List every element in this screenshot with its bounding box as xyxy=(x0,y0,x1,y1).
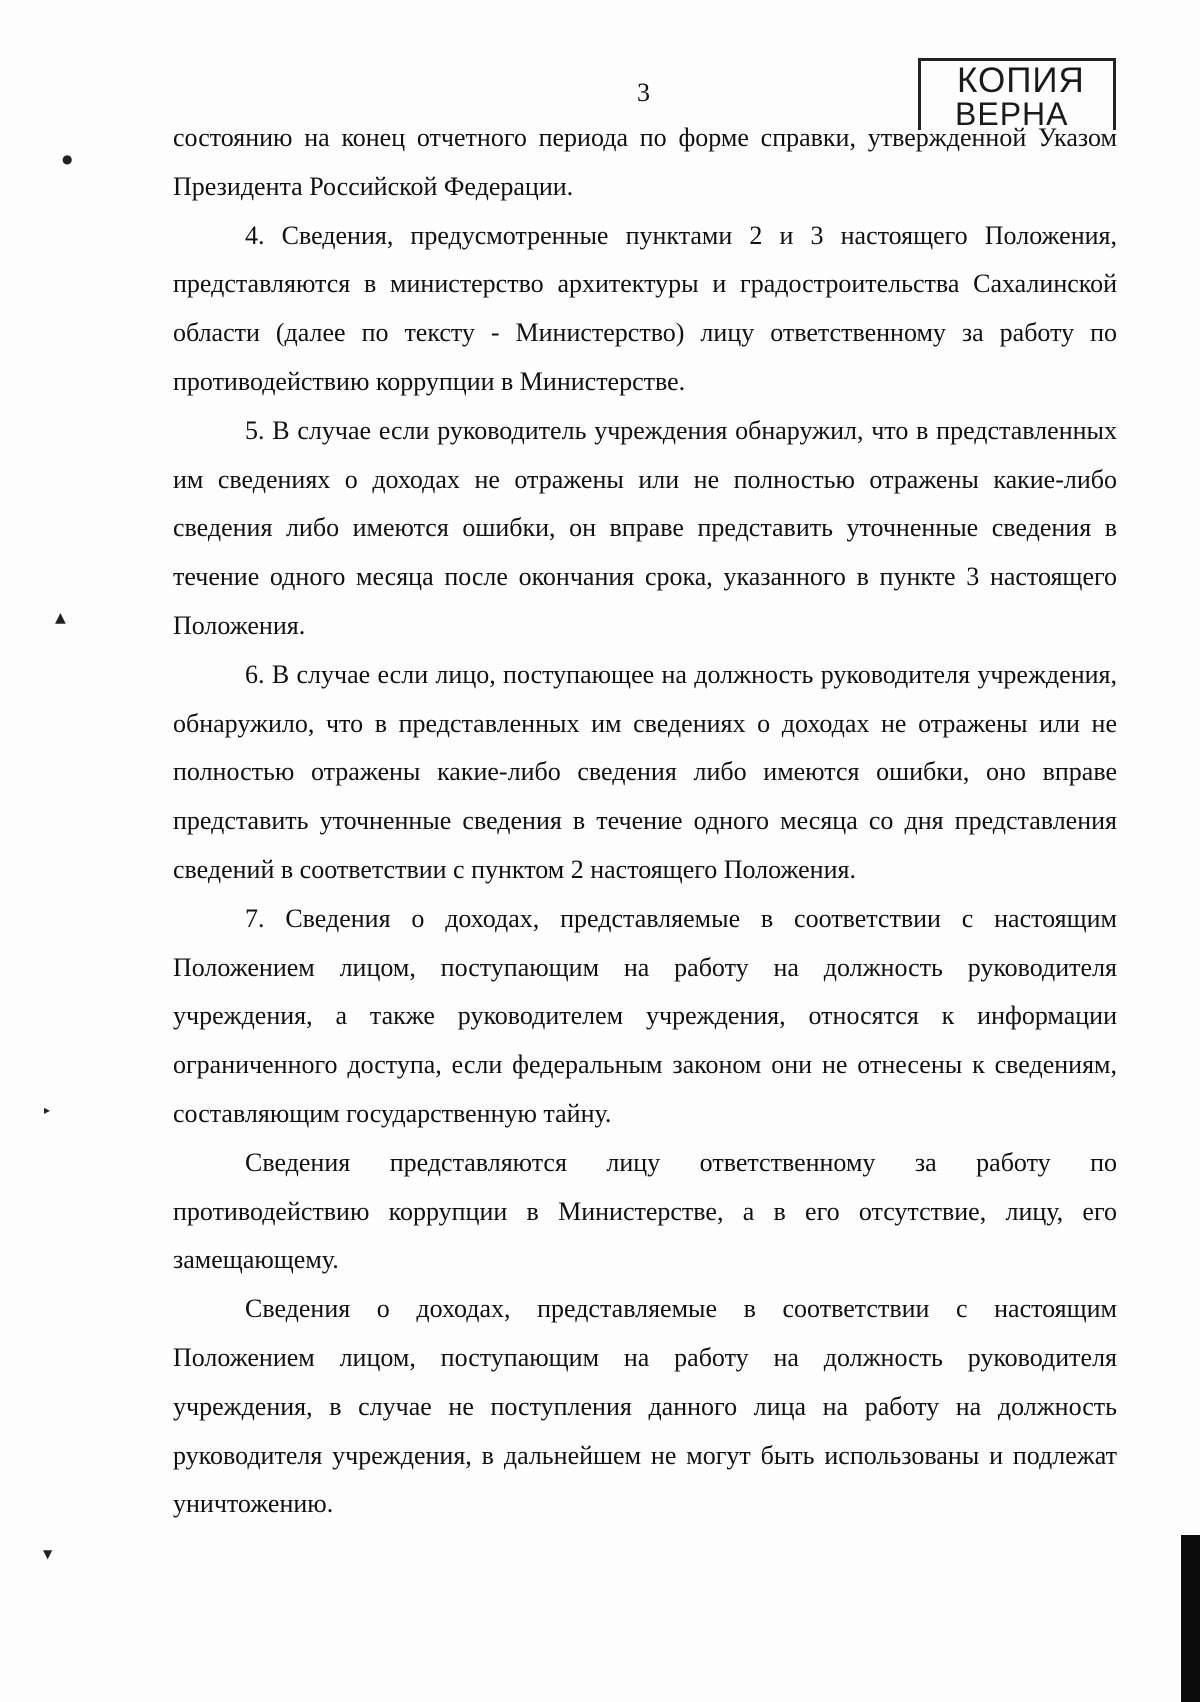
paragraph-destruction: Сведения о доходах, представляемые в соответствии с настоящим Положением лицом, поступающим на работу на должность руководителя учреждения, в случае не поступления данного лица на работу на должность руководителя учреждения, в дальнейшем не могут быть использованы и подлежат уничтожению. xyxy=(173,1294,1117,1519)
page-number: 3 xyxy=(637,78,650,107)
scan-mark: ▲ xyxy=(55,610,66,626)
scan-edge-bar xyxy=(1181,1535,1200,1702)
stamp-line-1: КОПИЯ xyxy=(957,61,1085,100)
document-body xyxy=(173,114,1117,1529)
scan-mark: ▼ xyxy=(43,1547,53,1561)
stamp-line-2: ВЕРНА xyxy=(955,96,1069,132)
paragraph-continuation: состоянию на конец отчетного периода по форме справки, утвержденной Указом Президента Российской Федерации. xyxy=(173,123,1117,201)
paragraph-item-6: 6. В случае если лицо, поступающее на должность руководителя учреждения, обнаружило, что в представленных им сведениях о доходах не отражены или не полностью отражены какие-либо сведения либо имеются ошибки, оно вправе представить уточненные сведения в течение одного месяца со дня представления сведений в соответствии с пунктом 2 настоящего Положения. xyxy=(173,659,1117,884)
paragraph-item-4: 4. Сведения, предусмотренные пунктами 2 и 3 настоящего Положения, представляются в министерство архитектуры и градостроительства Сахалинской области (далее по тексту - Министерство) лицу ответственному за работу по противодействию коррупции в Министерстве. xyxy=(173,220,1117,396)
paragraph-item-7: 7. Сведения о доходах, представляемые в соответствии с настоящим Положением лицом, поступающим на работу на должность руководителя учреждения, а также руководителем учреждения, относятся к информации ограниченного доступа, если федеральным законом они не отнесены к сведениям, составляющим государственную тайну. xyxy=(173,903,1117,1128)
scan-mark: ▸ xyxy=(44,1103,51,1117)
paragraph-item-5: 5. В случае если руководитель учреждения обнаружил, что в представленных им сведениях о доходах не отражены или не полностью отражены какие-либо сведения либо имеются ошибки, он вправе представить уточненные сведения в течение одного месяца после окончания срока, указанного в пункте 3 настоящего Положения. xyxy=(173,415,1117,640)
scan-mark: ● xyxy=(62,152,73,166)
paragraph-submission: Сведения представляются лицу ответственному за работу по противодействию коррупции в Министерстве, а в его отсутствие, лицу, его замещающему. xyxy=(173,1147,1117,1275)
